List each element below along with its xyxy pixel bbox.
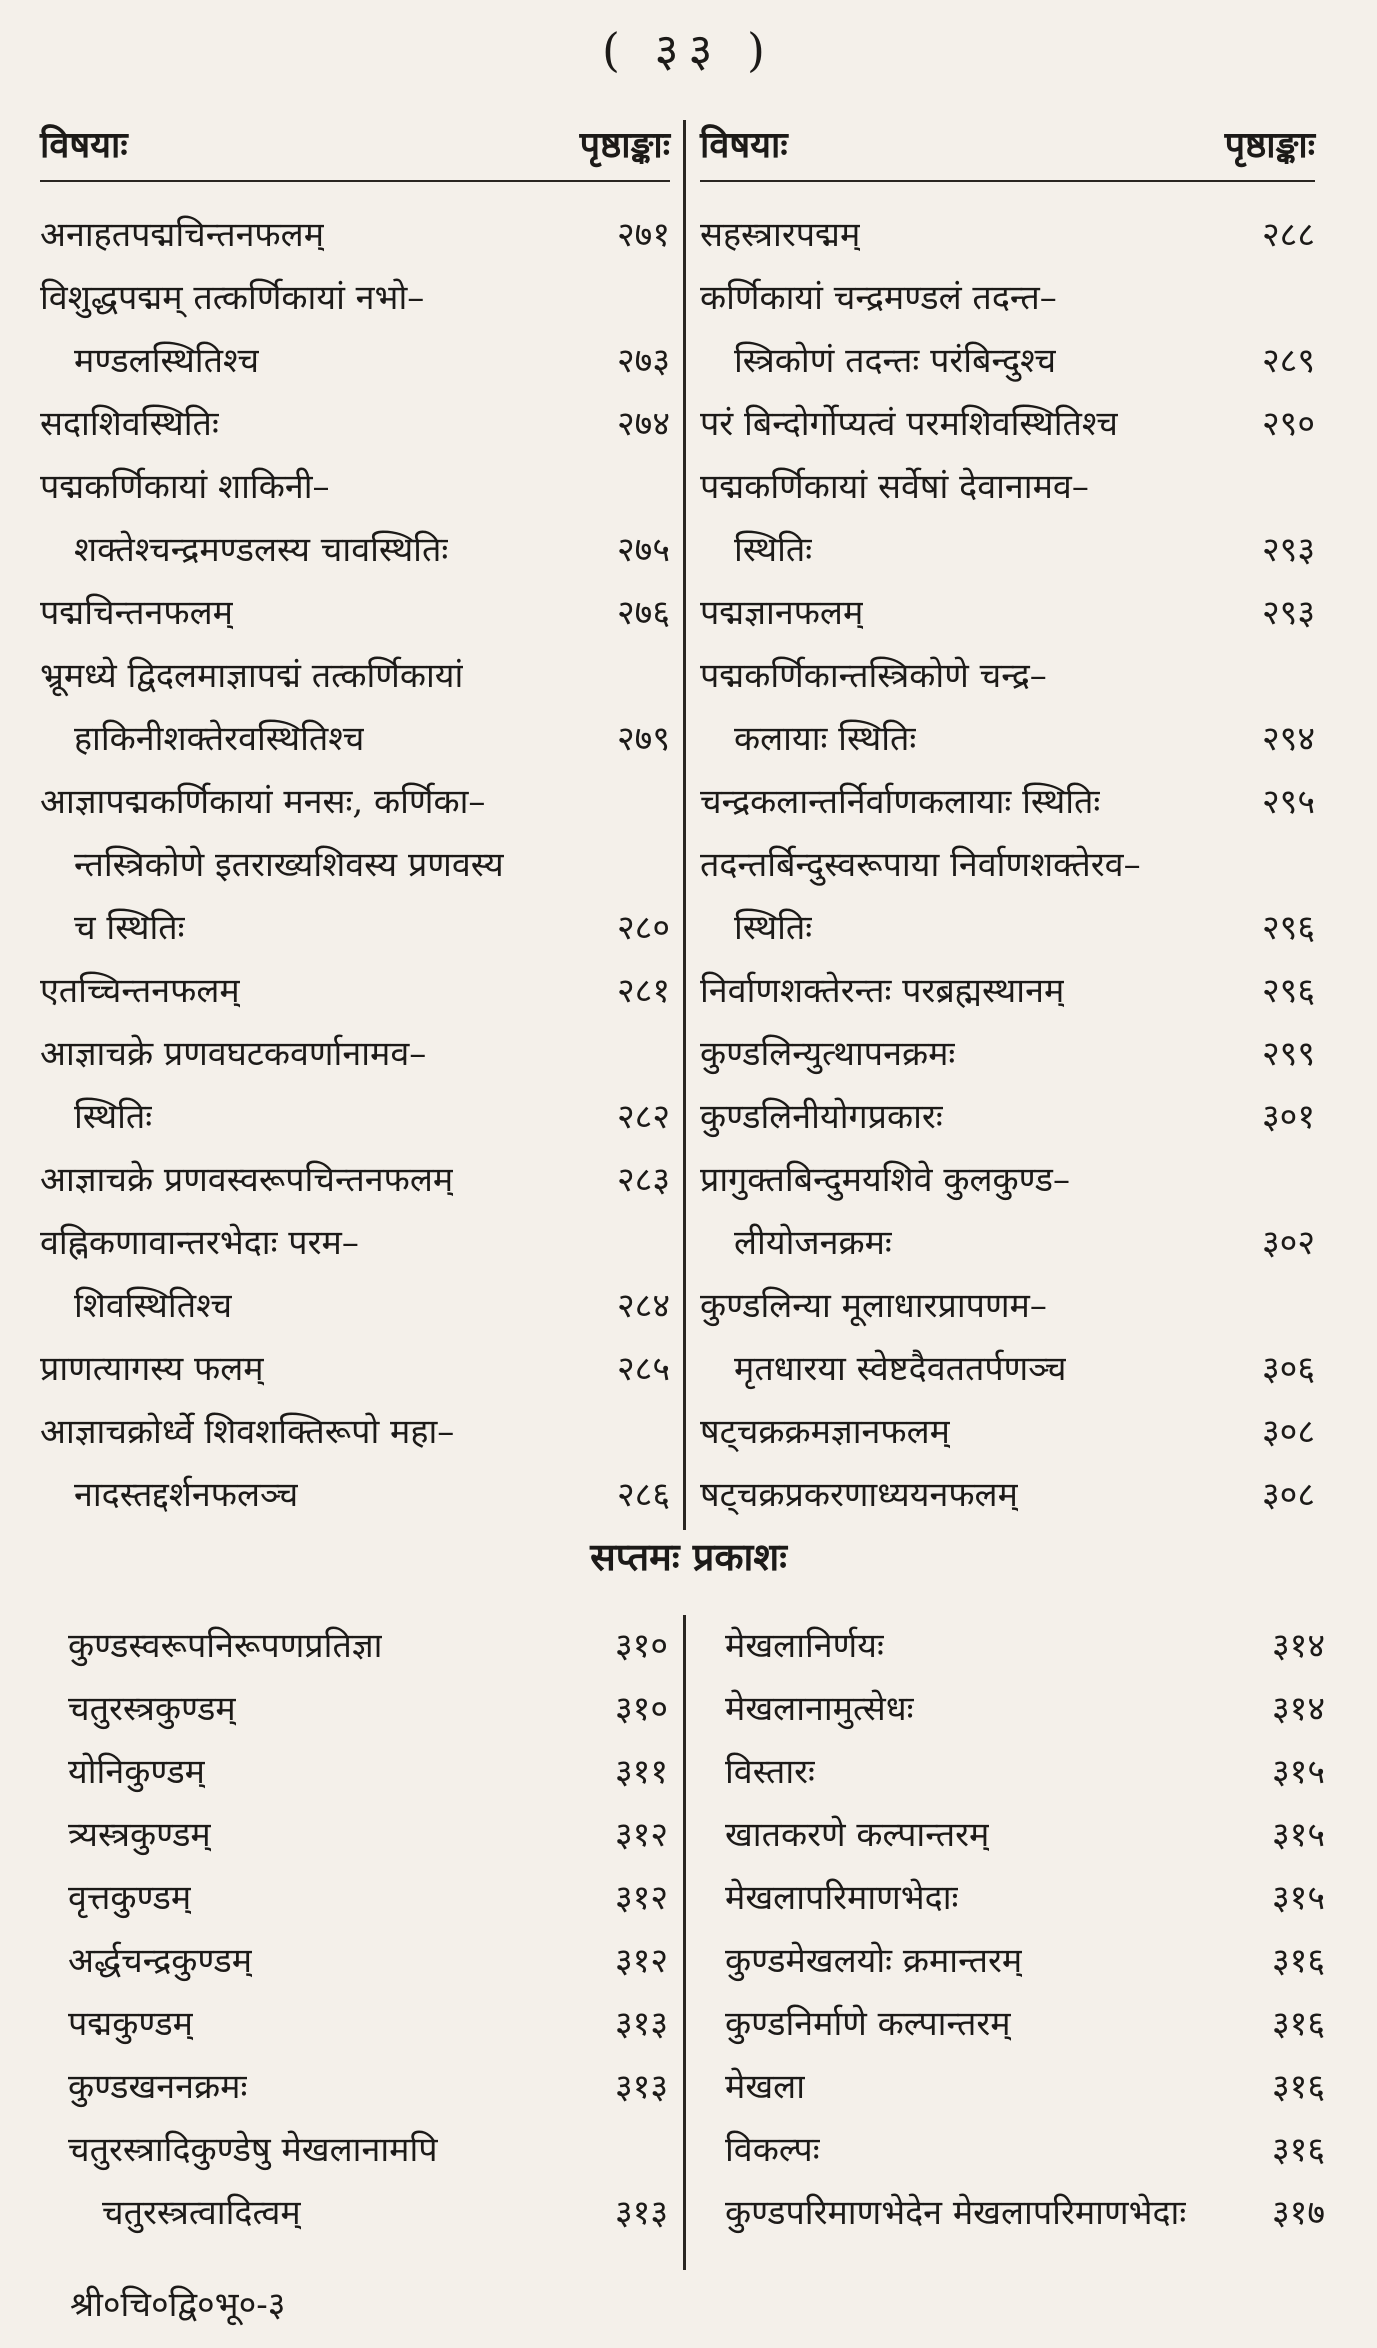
entry-title: कुण्डस्वरूपनिरूपणप्रतिज्ञा [68, 1626, 383, 1666]
entry-page: ३०६ [1261, 1349, 1315, 1389]
column-header [700, 110, 1315, 182]
toc-entry [725, 1615, 1325, 1678]
toc-entry [700, 456, 1315, 519]
entry-page: २८५ [616, 1349, 670, 1389]
toc-entry [700, 1212, 1315, 1275]
entry-title: पद्मज्ञानफलम् [700, 593, 864, 633]
toc-entry [68, 1804, 668, 1867]
entry-title: मेखलानिर्णयः [725, 1626, 884, 1666]
toc-entry [725, 1867, 1325, 1930]
entry-title: कलायाः स्थितिः [734, 719, 917, 759]
toc-entry [700, 1401, 1315, 1464]
entry-page: २८४ [616, 1286, 670, 1326]
entry-page: २८२ [616, 1097, 670, 1137]
entry-title: खातकरणे कल्पान्तरम् [725, 1815, 990, 1855]
toc-entry [40, 267, 670, 330]
entry-title: आज्ञापद्मकर्णिकायां मनसः, कर्णिका– [40, 782, 486, 822]
toc-entry [40, 1338, 670, 1401]
entry-title: पद्मकर्णिकान्तस्त्रिकोणे चन्द्र– [700, 656, 1047, 696]
toc-entry [725, 1678, 1325, 1741]
toc-left-column [40, 110, 670, 1527]
entry-page: ३१४ [1271, 1689, 1325, 1729]
toc-entry [40, 1275, 670, 1338]
toc-entry [40, 834, 670, 897]
toc-entry [700, 1464, 1315, 1527]
entry-title: विस्तारः [725, 1752, 815, 1792]
entry-title: अर्द्धचन्द्रकुण्डम् [68, 1941, 253, 1981]
entry-page: २९६ [1261, 971, 1315, 1011]
entry-title: कुण्डपरिमाणभेदेन मेखलापरिमाणभेदाः [725, 2193, 1187, 2233]
entry-title: चन्द्रकलान्तर्निर्वाणकलायाः स्थितिः [700, 782, 1101, 822]
entry-title: वह्निकणावान्तरभेदाः परम– [40, 1223, 359, 1263]
entry-page: २७१ [616, 215, 670, 255]
entry-title: मण्डलस्थितिश्च [74, 341, 260, 381]
entry-page: २८९ [1261, 341, 1315, 381]
entry-page: २९० [1261, 404, 1315, 444]
toc-entry [40, 204, 670, 267]
toc-entry [700, 204, 1315, 267]
entry-title: स्थितिः [734, 908, 813, 948]
entry-title: मृतधारया स्वेष्टदैवततर्पणञ्च [734, 1349, 1067, 1389]
entry-page: ३१३ [614, 2193, 668, 2233]
entry-title: भ्रूमध्ये द्विदलमाज्ञापद्मं तत्कर्णिकायां [40, 656, 464, 696]
entry-title: परं बिन्दोर्गोप्यत्वं परमशिवस्थितिश्च [700, 404, 1118, 444]
entry-title: चतुरस्त्रकुण्डम् [68, 1689, 236, 1729]
entry-page: ३०८ [1261, 1475, 1315, 1515]
entry-page: ३१३ [614, 2067, 668, 2107]
entry-title: आज्ञाचक्रे प्रणवघटकवर्णानामव– [40, 1034, 427, 1074]
toc-entry [700, 708, 1315, 771]
entry-title: पद्मकर्णिकायां शाकिनी– [40, 467, 330, 507]
toc-right-column-section [725, 1615, 1325, 2245]
toc-entry [40, 393, 670, 456]
entry-title: विशुद्धपद्मम् तत्कर्णिकायां नभो– [40, 278, 425, 318]
subject-header: विषयाः [700, 124, 788, 166]
entry-page: ३१६ [1271, 2130, 1325, 2170]
toc-entry [725, 2056, 1325, 2119]
section-heading: सप्तमः प्रकाशः [590, 1534, 787, 1579]
entry-page: २७४ [616, 404, 670, 444]
entry-title: कुण्डलिन्या मूलाधारप्रापणम– [700, 1286, 1047, 1326]
entry-page: २८३ [616, 1160, 670, 1200]
toc-entry [68, 2119, 668, 2182]
toc-entry [700, 960, 1315, 1023]
toc-list [40, 204, 670, 1527]
entry-title: न्तस्त्रिकोणे इतराख्यशिवस्य प्रणवस्य [74, 845, 504, 885]
entry-title: कुण्डलिनीयोगप्रकारः [700, 1097, 943, 1137]
toc-entry [700, 897, 1315, 960]
entry-title: निर्वाणशक्तेरन्तः परब्रह्मस्थानम् [700, 971, 1065, 1011]
page-number: ( ३३ ) [602, 23, 775, 77]
entry-title: आज्ञाचक्रोर्ध्वे शिवशक्तिरूपो महा– [40, 1412, 455, 1452]
toc-entry [68, 1678, 668, 1741]
toc-right-column [700, 110, 1315, 1527]
entry-title: पद्मकुण्डम् [68, 2004, 194, 2044]
toc-entry [725, 2182, 1325, 2245]
toc-entry [725, 1804, 1325, 1867]
toc-entry [68, 1741, 668, 1804]
toc-entry [40, 771, 670, 834]
entry-page: ३१२ [614, 1815, 668, 1855]
entry-page: ३१० [614, 1626, 668, 1666]
toc-list [68, 1615, 668, 2245]
entry-title: विकल्पः [725, 2130, 820, 2170]
entry-title: कुण्डनिर्माणे कल्पान्तरम् [725, 2004, 1011, 2044]
toc-entry [700, 393, 1315, 456]
entry-page: २९५ [1261, 782, 1315, 822]
entry-page: ३१० [614, 1689, 668, 1729]
toc-entry [40, 708, 670, 771]
entry-page: २७५ [616, 530, 670, 570]
entry-page: ३०१ [1261, 1097, 1315, 1137]
entry-page: २८० [616, 908, 670, 948]
entry-page: ३०२ [1261, 1223, 1315, 1263]
entry-page: २९९ [1261, 1034, 1315, 1074]
entry-title: मेखला [725, 2067, 806, 2107]
toc-list [725, 1615, 1325, 2245]
entry-title: तदन्तर्बिन्दुस्वरूपाया निर्वाणशक्तेरव– [700, 845, 1141, 885]
entry-page: ३१६ [1271, 2067, 1325, 2107]
entry-title: योनिकुण्डम् [68, 1752, 205, 1792]
entry-page: २९४ [1261, 719, 1315, 759]
entry-page: ३१६ [1271, 1941, 1325, 1981]
toc-entry [40, 1149, 670, 1212]
entry-title: नादस्तद्दर्शनफलञ्च [74, 1475, 299, 1515]
toc-entry [68, 1993, 668, 2056]
entry-page: २९३ [1261, 530, 1315, 570]
toc-entry [40, 330, 670, 393]
entry-page: ३१५ [1271, 1752, 1325, 1792]
entry-title: स्थितिः [74, 1097, 153, 1137]
entry-title: सहस्त्रारपद्मम् [700, 215, 861, 255]
toc-entry [725, 1930, 1325, 1993]
entry-title: शक्तेश्चन्द्रमण्डलस्य चावस्थितिः [74, 530, 449, 570]
entry-title: षट्चक्रप्रकरणाध्ययनफलम् [700, 1475, 1018, 1515]
toc-entry [40, 1401, 670, 1464]
toc-entry [40, 1086, 670, 1149]
toc-entry [40, 1212, 670, 1275]
entry-page: २७३ [616, 341, 670, 381]
toc-list [700, 204, 1315, 1527]
entry-title: प्रागुक्तबिन्दुमयशिवे कुलकुण्ड– [700, 1160, 1070, 1200]
entry-title: चतुरस्त्रादिकुण्डेषु मेखलानामपि [68, 2130, 438, 2170]
entry-title: स्थितिः [734, 530, 813, 570]
entry-title: हाकिनीशक्तेरवस्थितिश्च [74, 719, 365, 759]
toc-entry [68, 1930, 668, 1993]
toc-entry [700, 1149, 1315, 1212]
column-divider [683, 1615, 686, 2270]
entry-title: मेखलापरिमाणभेदाः [725, 1878, 959, 1918]
entry-title: मेखलानामुत्सेधः [725, 1689, 914, 1729]
entry-page: ३१२ [614, 1941, 668, 1981]
entry-page: ३११ [614, 1752, 668, 1792]
entry-page: २९३ [1261, 593, 1315, 633]
toc-entry [40, 582, 670, 645]
entry-title: षट्चक्रक्रमज्ञानफलम् [700, 1412, 951, 1452]
toc-entry [40, 519, 670, 582]
toc-entry [40, 456, 670, 519]
toc-entry [725, 2119, 1325, 2182]
entry-title: प्राणत्यागस्य फलम् [40, 1349, 264, 1389]
toc-entry [68, 1867, 668, 1930]
toc-entry [68, 2056, 668, 2119]
entry-page: ३१२ [614, 1878, 668, 1918]
entry-page: २८६ [616, 1475, 670, 1515]
entry-page: २८१ [616, 971, 670, 1011]
toc-entry [725, 1741, 1325, 1804]
entry-page: ३०८ [1261, 1412, 1315, 1452]
entry-title: चतुरस्त्रत्वादित्वम् [102, 2193, 301, 2233]
toc-entry [40, 960, 670, 1023]
column-header [40, 110, 670, 182]
entry-page: ३१५ [1271, 1878, 1325, 1918]
entry-title: कुण्डलिन्युत्थापनक्रमः [700, 1034, 956, 1074]
entry-title: सदाशिवस्थितिः [40, 404, 219, 444]
entry-title: पद्मकर्णिकायां सर्वेषां देवानामव– [700, 467, 1089, 507]
entry-page: ३१४ [1271, 1626, 1325, 1666]
entry-title: त्र्यस्त्रकुण्डम् [68, 1815, 211, 1855]
entry-page: ३१६ [1271, 2004, 1325, 2044]
entry-title: स्त्रिकोणं तदन्तः परंबिन्दुश्च [734, 341, 1057, 381]
entry-title: पद्मचिन्तनफलम् [40, 593, 233, 633]
entry-title: एतच्चिन्तनफलम् [40, 971, 240, 1011]
toc-entry [725, 1993, 1325, 2056]
toc-entry [700, 645, 1315, 708]
entry-title: वृत्तकुण्डम् [68, 1878, 192, 1918]
toc-entry [40, 1023, 670, 1086]
entry-page: २७९ [616, 719, 670, 759]
entry-title: कुण्डमेखलयोः क्रमान्तरम् [725, 1941, 1023, 1981]
toc-entry [700, 1023, 1315, 1086]
toc-left-column-section [68, 1615, 668, 2245]
toc-entry [700, 330, 1315, 393]
toc-entry [40, 1464, 670, 1527]
toc-entry [700, 582, 1315, 645]
entry-page: ३१७ [1271, 2193, 1325, 2233]
toc-entry [40, 897, 670, 960]
toc-entry [68, 1615, 668, 1678]
entry-title: अनाहतपद्मचिन्तनफलम् [40, 215, 325, 255]
toc-entry [700, 834, 1315, 897]
page-header: पृष्ठाङ्काः [579, 124, 670, 166]
toc-entry [68, 2182, 668, 2245]
toc-entry [700, 1086, 1315, 1149]
subject-header: विषयाः [40, 124, 128, 166]
entry-title: लीयोजनक्रमः [734, 1223, 892, 1263]
toc-entry [700, 519, 1315, 582]
entry-title: कुण्डखननक्रमः [68, 2067, 248, 2107]
page-header: पृष्ठाङ्काः [1224, 124, 1315, 166]
entry-page: २७६ [616, 593, 670, 633]
entry-page: २८८ [1261, 215, 1315, 255]
toc-entry [700, 1275, 1315, 1338]
column-divider [683, 120, 686, 1530]
entry-page: ३१५ [1271, 1815, 1325, 1855]
toc-entry [700, 1338, 1315, 1401]
entry-title: च स्थितिः [74, 908, 185, 948]
toc-entry [700, 267, 1315, 330]
entry-title: आज्ञाचक्रे प्रणवस्वरूपचिन्तनफलम् [40, 1160, 454, 1200]
entry-page: २९६ [1261, 908, 1315, 948]
toc-entry [40, 645, 670, 708]
entry-title: शिवस्थितिश्च [74, 1286, 233, 1326]
entry-title: कर्णिकायां चन्द्रमण्डलं तदन्त– [700, 278, 1057, 318]
toc-entry [700, 771, 1315, 834]
footer-signature: श्री०चि०द्वि०भू०-३ [70, 2285, 286, 2325]
entry-page: ३१३ [614, 2004, 668, 2044]
